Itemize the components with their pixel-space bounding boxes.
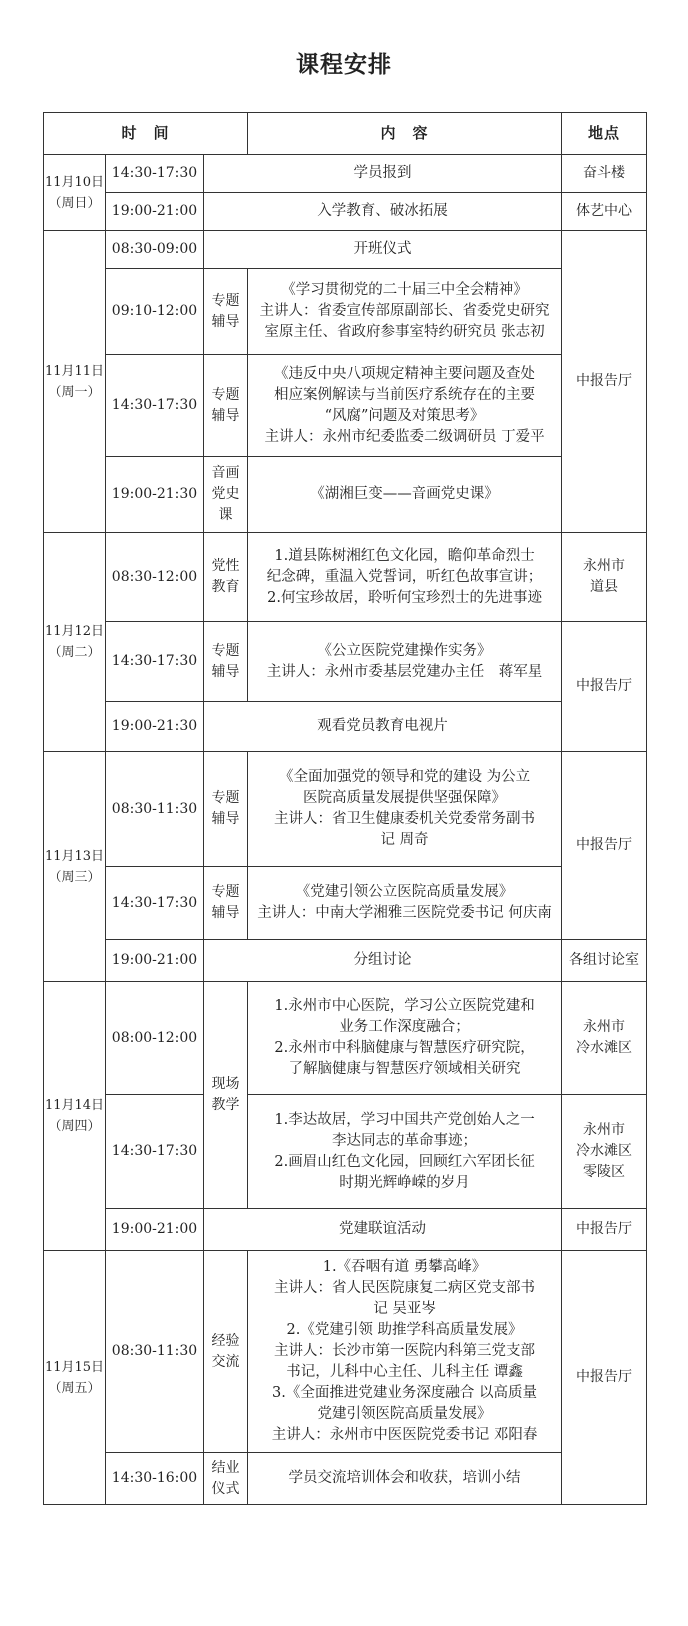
content-cell: 观看党员教育电视片 xyxy=(204,702,562,752)
content-cell: 学员报到 xyxy=(204,155,562,193)
date-label: 11月10日 xyxy=(44,174,105,190)
content-line: 主讲人：长沙市第一医院内科第三党支部 xyxy=(274,1343,536,1359)
place-cell: 奋斗楼 xyxy=(562,155,647,193)
table-row xyxy=(44,533,647,622)
content-cell xyxy=(248,867,562,940)
content-cell xyxy=(248,752,562,867)
type-label: 辅导 xyxy=(211,313,240,330)
type-cell xyxy=(204,982,248,1209)
time-cell: 19:00-21:00 xyxy=(106,193,204,231)
place-line: 冷水滩区 xyxy=(576,1040,633,1056)
time-cell: 14:30-16:00 xyxy=(106,1453,204,1505)
type-cell xyxy=(204,269,248,355)
content-line: 主讲人：中南大学湘雅三医院党委书记 何庆南 xyxy=(257,905,552,921)
table-row xyxy=(44,622,647,702)
date-label: 11月12日 xyxy=(44,624,105,639)
content-line: 相应案例解读与当前医疗系统存在的主要 xyxy=(274,386,536,403)
content-line: 主讲人：永州市委基层党建办主任 蒋军星 xyxy=(266,663,543,680)
page-title: 课程安排 xyxy=(296,51,392,78)
header-time: 时 间 xyxy=(44,113,248,155)
content-cell xyxy=(248,982,562,1095)
place-cell: 中报告厅 xyxy=(562,752,647,940)
type-label: 辅导 xyxy=(211,811,240,827)
place-cell: 中报告厅 xyxy=(562,622,647,752)
type-label: 教育 xyxy=(211,579,240,595)
place-cell: 中报告厅 xyxy=(562,1251,647,1505)
table-row xyxy=(44,1095,647,1209)
type-label: 党性 xyxy=(211,558,240,574)
table-row xyxy=(44,982,647,1095)
table-row xyxy=(44,457,647,533)
type-cell xyxy=(204,752,248,867)
content-cell xyxy=(248,622,562,702)
content-cell xyxy=(248,269,562,355)
date-cell xyxy=(44,1251,106,1505)
content-line: 《违反中央八项规定精神主要问题及查处 xyxy=(274,365,536,382)
content-line: 主讲人：省卫生健康委机关党委常务副书 xyxy=(274,811,536,827)
table-row xyxy=(44,702,647,752)
type-label: 辅导 xyxy=(211,663,240,680)
place-line: 永州市 xyxy=(583,1019,626,1035)
type-cell xyxy=(204,1453,248,1505)
table-row xyxy=(44,1453,647,1505)
time-cell: 08:30-09:00 xyxy=(106,231,204,269)
content-cell xyxy=(248,355,562,457)
content-line: 李达同志的革命事迹； xyxy=(332,1132,478,1149)
place-cell: 中报告厅 xyxy=(562,1209,647,1251)
content-line: 2.何宝珍故居，聆听何宝珍烈士的先进事迹 xyxy=(267,589,542,606)
table-row xyxy=(44,193,647,231)
date-cell xyxy=(44,231,106,533)
type-label: 教学 xyxy=(211,1097,240,1113)
type-cell xyxy=(204,457,248,533)
content-line: 时期光辉峥嵘的岁月 xyxy=(339,1174,470,1191)
table-row xyxy=(44,355,647,457)
weekday-label: （周一） xyxy=(48,384,101,400)
date-label: 11月14日 xyxy=(44,1098,105,1113)
place-line: 冷水滩区 xyxy=(576,1143,633,1159)
type-label: 辅导 xyxy=(211,407,240,424)
time-cell: 08:30-11:30 xyxy=(106,1251,204,1453)
content-cell: 开班仪式 xyxy=(204,231,562,269)
table-row xyxy=(44,231,647,269)
type-label: 专题 xyxy=(211,790,240,806)
content-line: 1.道县陈树湘红色文化园，瞻仰革命烈士 xyxy=(274,547,535,564)
type-cell xyxy=(204,533,248,622)
content-cell xyxy=(248,533,562,622)
content-line: “风腐”问题及对策思考》 xyxy=(324,407,485,424)
time-cell: 14:30-17:30 xyxy=(106,622,204,702)
content-line: 2.画眉山红色文化园，回顾红六军团长征 xyxy=(274,1153,535,1170)
table-row xyxy=(44,867,647,940)
place-line: 永州市 xyxy=(583,1122,626,1138)
content-line: 主讲人：省委宣传部原副部长、省委党史研究 xyxy=(259,303,550,319)
content-line: 主讲人：永州市中医医院党委书记 邓阳春 xyxy=(271,1427,538,1443)
place-line: 永州市 xyxy=(583,558,626,574)
content-cell: 学员交流培训体会和收获，培训小结 xyxy=(248,1453,562,1505)
type-label: 交流 xyxy=(211,1353,240,1370)
content-cell: 分组讨论 xyxy=(204,940,562,982)
time-cell: 19:00-21:00 xyxy=(106,940,204,982)
place-line: 道县 xyxy=(590,579,619,595)
weekday-label: （周日） xyxy=(48,195,101,211)
content-cell: 《湖湘巨变——音画党史课》 xyxy=(248,457,562,533)
type-cell xyxy=(204,622,248,702)
content-line: 纪念碑，重温入党誓词，听红色故事宣讲； xyxy=(266,568,543,585)
content-line: 记 吴亚岑 xyxy=(373,1301,436,1317)
type-label: 音画 xyxy=(211,465,240,481)
place-cell: 体艺中心 xyxy=(562,193,647,231)
table-row xyxy=(44,155,647,193)
content-line: 记 周奇 xyxy=(380,832,429,848)
weekday-label: （周二） xyxy=(48,645,101,660)
type-label: 专题 xyxy=(211,884,240,900)
content-cell xyxy=(248,1095,562,1209)
date-cell xyxy=(44,533,106,752)
time-cell: 19:00-21:30 xyxy=(106,457,204,533)
date-cell xyxy=(44,752,106,982)
place-cell: 各组讨论室 xyxy=(562,940,647,982)
table-row xyxy=(44,752,647,867)
type-label: 课 xyxy=(218,507,233,523)
time-cell: 19:00-21:00 xyxy=(106,1209,204,1251)
table-row xyxy=(44,1209,647,1251)
type-label: 专题 xyxy=(211,642,240,659)
content-line: 党建引领医院高质量发展》 xyxy=(317,1406,492,1422)
time-cell: 09:10-12:00 xyxy=(106,269,204,355)
content-line: 《党建引领公立医院高质量发展》 xyxy=(295,884,514,900)
table-row xyxy=(44,1251,647,1453)
place-cell xyxy=(562,982,647,1095)
content-cell: 党建联谊活动 xyxy=(204,1209,562,1251)
content-line: 了解脑健康与智慧医疗领域相关研究 xyxy=(288,1061,521,1077)
date-label: 11月11日 xyxy=(44,363,105,379)
time-cell: 14:30-17:30 xyxy=(106,1095,204,1209)
content-line: 书记，儿科中心主任、儿科主任 谭鑫 xyxy=(286,1364,523,1380)
content-line: 1.李达故居，学习中国共产党创始人之一 xyxy=(274,1111,535,1128)
content-line: 3.《全面推进党建业务深度融合 以高质量 xyxy=(272,1385,537,1401)
type-cell xyxy=(204,867,248,940)
header-row xyxy=(44,113,647,155)
date-cell xyxy=(44,155,106,231)
table-row xyxy=(44,940,647,982)
content-line: 1.永州市中心医院，学习公立医院党建和 xyxy=(274,998,535,1014)
type-label: 现场 xyxy=(211,1076,240,1092)
type-label: 仪式 xyxy=(211,1480,240,1497)
type-label: 结业 xyxy=(211,1459,240,1476)
content-line: 1.《吞咽有道 勇攀高峰》 xyxy=(322,1259,487,1275)
header-place: 地点 xyxy=(562,113,647,155)
time-cell: 19:00-21:30 xyxy=(106,702,204,752)
place-line: 零陵区 xyxy=(583,1164,626,1180)
content-cell xyxy=(248,1251,562,1453)
content-line: 2.《党建引领 助推学科高质量发展》 xyxy=(286,1322,523,1338)
type-cell xyxy=(204,355,248,457)
time-cell: 14:30-17:30 xyxy=(106,155,204,193)
type-label: 专题 xyxy=(211,292,240,309)
time-cell: 08:30-11:30 xyxy=(106,752,204,867)
content-line: 主讲人：省人民医院康复二病区党支部书 xyxy=(274,1280,536,1296)
time-cell: 08:30-12:00 xyxy=(106,533,204,622)
weekday-label: （周三） xyxy=(48,869,101,885)
content-line: 《公立医院党建操作实务》 xyxy=(317,642,492,659)
content-line: 室原主任、省政府参事室特约研究员 张志初 xyxy=(264,324,545,340)
date-cell xyxy=(44,982,106,1251)
place-cell: 中报告厅 xyxy=(562,231,647,533)
time-cell: 14:30-17:30 xyxy=(106,867,204,940)
date-label: 11月15日 xyxy=(44,1359,105,1375)
schedule-table xyxy=(43,112,647,1505)
type-label: 经验 xyxy=(211,1332,240,1349)
content-line: 业务工作深度融合； xyxy=(339,1019,470,1035)
place-cell xyxy=(562,533,647,622)
weekday-label: （周五） xyxy=(48,1380,101,1396)
type-cell xyxy=(204,1251,248,1453)
type-label: 党史 xyxy=(211,486,240,502)
content-cell: 入学教育、破冰拓展 xyxy=(204,193,562,231)
content-line: 主讲人：永州市纪委监委二级调研员 丁爱平 xyxy=(264,428,545,445)
date-label: 11月13日 xyxy=(44,848,105,864)
content-line: 医院高质量发展提供坚强保障》 xyxy=(303,790,507,806)
type-label: 专题 xyxy=(211,386,240,403)
type-label: 辅导 xyxy=(211,905,240,921)
content-line: 《学习贯彻党的二十届三中全会精神》 xyxy=(281,282,528,298)
time-cell: 08:00-12:00 xyxy=(106,982,204,1095)
place-cell xyxy=(562,1095,647,1209)
header-content: 内 容 xyxy=(248,113,562,155)
content-line: 《全面加强党的领导和党的建设 为公立 xyxy=(278,769,531,785)
time-cell: 14:30-17:30 xyxy=(106,355,204,457)
content-line: 2.永州市中科脑健康与智慧医疗研究院， xyxy=(274,1040,535,1056)
table-row xyxy=(44,269,647,355)
weekday-label: （周四） xyxy=(48,1119,101,1134)
